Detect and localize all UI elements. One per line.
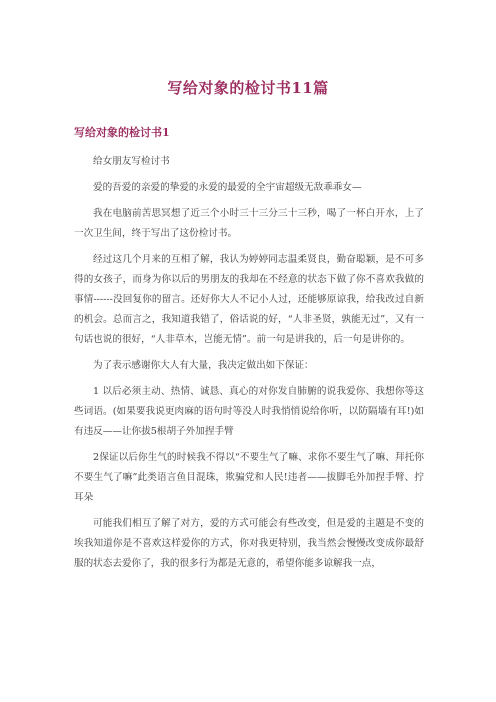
section-heading: 写给对象的检讨书1 (74, 126, 170, 139)
paragraph: 1 以后必须主动、热情、诚恳、真心的对你发自肺腑的说我爱你、我想你等这些词语。(如果要我说更肉麻的语句时等没人时我悄悄说给你听，以防隔墙有耳!)如有违反——让你拔5根胡子外加捏手臂 (74, 386, 424, 437)
paragraph: 经过这几个月来的互相了解，我认为婷婷同志温柔贤良，勤奋聪颖，是不可多得的女孩子，而身为你以后的男朋友的我却在不经意的状态下做了你不喜欢我做的事情------没回复你的留言。还好你大人不记小人过，还能够原谅我，给我改过自新的机会。总而言之，我知道我错了，俗话说的好，“人非圣贤，孰能无过”，又有一句话也说的很好，“人非草木，岂能无情”。前一句是讲我的，后一句是讲你的。 (74, 254, 424, 345)
paragraph: 可能我们相互了解了对方，爱的方式可能会有些改变，但是爱的主题是不变的埃我知道你是不喜欢这样爱你的方式，你对我更特别，我当然会慢慢改变成你最舒服的状态去爱你了，我的很多行为都是无意的，希望你能多谅解我一点， (74, 518, 424, 569)
paragraph: 给女朋友写检讨书 (93, 156, 170, 167)
document-body (74, 152, 424, 580)
paragraph: 我在电脑前苦思冥想了近三个小时三十三分三十三秒，喝了一杯白开水，上了一次卫生间，终于写出了这份检讨书。 (74, 208, 424, 239)
paragraph: 2保证以后你生气的时候我不得以“不要生气了嘛、求你不要生气了嘛、拜托你不要生气了嘛”此类语言鱼目混珠，欺骗党和人民!违者——拔脚毛外加捏手臂、拧耳朵 (74, 452, 424, 503)
paragraph: 为了表示感谢你大人有大量，我决定做出如下保证： (93, 360, 314, 371)
document-title: 写给对象的检讨书11篇 (167, 79, 329, 97)
paragraph: 爱的吾爱的亲爱的挚爱的永爱的最爱的全宇宙超级无敌乖乖女— (93, 182, 362, 193)
